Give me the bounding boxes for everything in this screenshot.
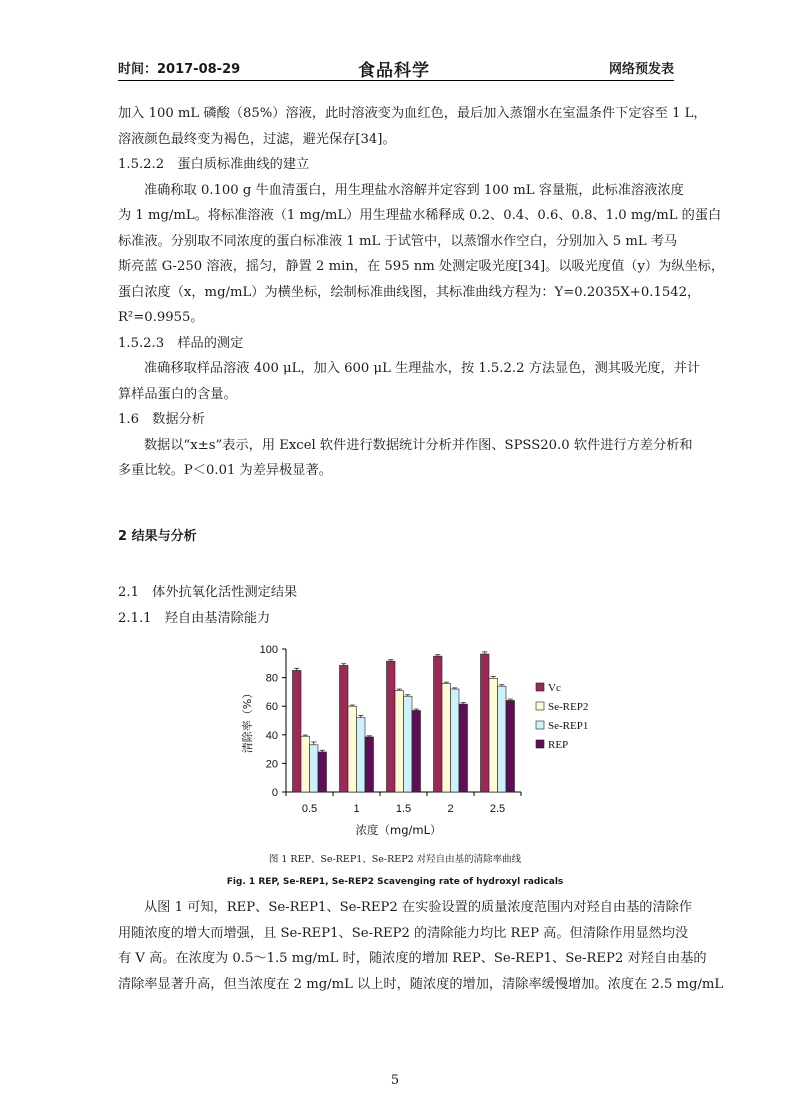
bar-se-rep2	[489, 678, 498, 792]
bar-vc	[481, 654, 490, 792]
bar-rep	[365, 737, 374, 792]
paragraph-line: R²=0.9955。	[118, 310, 204, 325]
paragraph-line: 清除率显著升高，但当浓度在 2 mg/mL 以上时，随浓度的增加，清除率缓慢增加。浓度在 2.5 mg/mL	[118, 976, 724, 992]
paragraph-line: 算样品蛋白的含量。	[118, 386, 237, 402]
figure-caption-en: Fig. 1 REP, Se-REP1, Se-REP2 Scavenging rate of hydroxyl radicals	[226, 877, 564, 887]
legend-swatch-rep	[536, 740, 544, 748]
bar-se-rep2	[442, 683, 451, 792]
bar-se-rep1	[357, 718, 366, 792]
section-heading-1522: 1.5.2.2 蛋白质标准曲线的建立	[118, 157, 310, 172]
paragraph-line: 有 V 高。在浓度为 0.5～1.5 mg/mL 时，随浓度的增加 REP、Se-REP1、Se-REP2 对羟自由基的	[118, 951, 707, 966]
y-tick-label: 40	[265, 729, 278, 742]
section-heading-2: 2 结果与分析	[118, 529, 197, 544]
paragraph-line: 蛋白浓度（x，mg/mL）为横坐标，绘制标准曲线图，其标准曲线方程为：Y=0.2035X+0.1542，	[118, 284, 701, 300]
bar-se-rep2	[301, 736, 310, 792]
section-heading-1523: 1.5.2.3 样品的测定	[118, 335, 244, 351]
paragraph-line: 准确称取 0.100 g 牛血清蛋白，用生理盐水溶解并定容到 100 mL 容量瓶，此标准溶液浓度	[144, 182, 684, 198]
x-tick-label: 2	[447, 803, 454, 815]
legend-label: REP	[548, 739, 569, 751]
legend-label: Vc	[548, 682, 561, 694]
x-tick-label: 0.5	[301, 803, 318, 815]
bar-vc	[293, 670, 302, 792]
paragraph-line: 从图 1 可知，REP、Se-REP1、Se-REP2 在实验设置的质量浓度范围内对羟自由基的清除作	[144, 900, 693, 915]
bar-rep	[318, 752, 327, 792]
y-tick-label: 100	[259, 644, 278, 656]
y-tick-label: 20	[265, 758, 278, 771]
y-tick-label: 0	[271, 787, 278, 799]
paragraph-line: 数据以“x±s”表示，用 Excel 软件进行数据统计分析并作图、SPSS20.0 软件进行方差分析和	[144, 437, 693, 453]
header-status: 网络预发表	[608, 62, 674, 77]
bar-rep	[459, 704, 468, 792]
legend-swatch-se-rep1	[536, 721, 544, 729]
y-tick-label: 60	[265, 701, 278, 714]
bar-rep	[412, 710, 421, 792]
x-tick-label: 1	[353, 803, 360, 815]
y-tick-label: 80	[265, 672, 278, 685]
x-tick-label: 1.5	[395, 803, 412, 815]
paragraph-line: 溶液颜色最终变为褐色，过滤，避光保存[34]。	[118, 131, 396, 147]
section-heading-211: 2.1.1 羟自由基清除能力	[118, 610, 271, 626]
figure-caption-cn: 图 1 REP、Se-REP1、Se-REP2 对羟自由基的清除率曲线	[268, 854, 522, 865]
bar-vc	[434, 656, 443, 792]
paragraph-line: 准确移取样品溶液 400 μL，加入 600 μL 生理盐水，按 1.5.2.2 方法显色，测其吸光度，并计	[144, 361, 701, 376]
bar-rep	[506, 700, 515, 792]
paragraph-line: 斯亮蓝 G-250 溶液，摇匀，静置 2 min，在 595 nm 处测定吸光度[34]。以吸光度值（y）为纵坐标，	[118, 259, 725, 274]
bar-se-rep1	[404, 696, 413, 792]
bar-se-rep1	[451, 689, 460, 792]
paragraph-line: 用随浓度的增大而增强，且 Se-REP1、Se-REP2 的清除能力均比 REP 高。但清除作用显然均没	[118, 925, 689, 941]
paragraph-line: 加入 100 mL 磷酸（85%）溶液，此时溶液变为血红色，最后加入蒸馏水在室温条件下定容至 1 L，	[118, 106, 707, 121]
journal-logo: 食品科学	[358, 61, 430, 81]
paragraph-line: 多重比较。P＜0.01 为差异极显著。	[118, 463, 332, 478]
bar-se-rep1	[498, 686, 507, 792]
bar-vc	[387, 661, 396, 792]
x-axis-title: 浓度（mg/mL）	[355, 823, 442, 837]
bar-se-rep2	[348, 706, 357, 792]
y-axis-title: 清除率（%）	[241, 687, 254, 754]
bar-vc	[340, 665, 349, 792]
paragraph-line: 标准液。分别取不同浓度的蛋白标准液 1 mL 于试管中，以蒸馏水作空白，分别加入 5 mL 考马	[118, 233, 678, 249]
section-heading-16: 1.6 数据分析	[118, 412, 205, 427]
header-date: 时间：2017-08-29	[118, 62, 241, 77]
legend-label: Se-REP1	[548, 720, 589, 732]
x-tick-label: 2.5	[489, 803, 506, 815]
section-heading-21: 2.1 体外抗氧化活性测定结果	[118, 585, 298, 600]
legend-label: Se-REP2	[548, 701, 589, 713]
bar-se-rep1	[310, 745, 319, 792]
paragraph-line: 为 1 mg/mL。将标准溶液（1 mg/mL）用生理盐水稀释成 0.2、0.4、0.6、0.8、1.0 mg/mL 的蛋白	[118, 208, 722, 223]
page-number: 5	[390, 1073, 400, 1088]
legend-swatch-vc	[536, 683, 544, 691]
legend-swatch-se-rep2	[536, 702, 544, 710]
bar-se-rep2	[395, 690, 404, 792]
text-block-discussion	[118, 895, 724, 997]
